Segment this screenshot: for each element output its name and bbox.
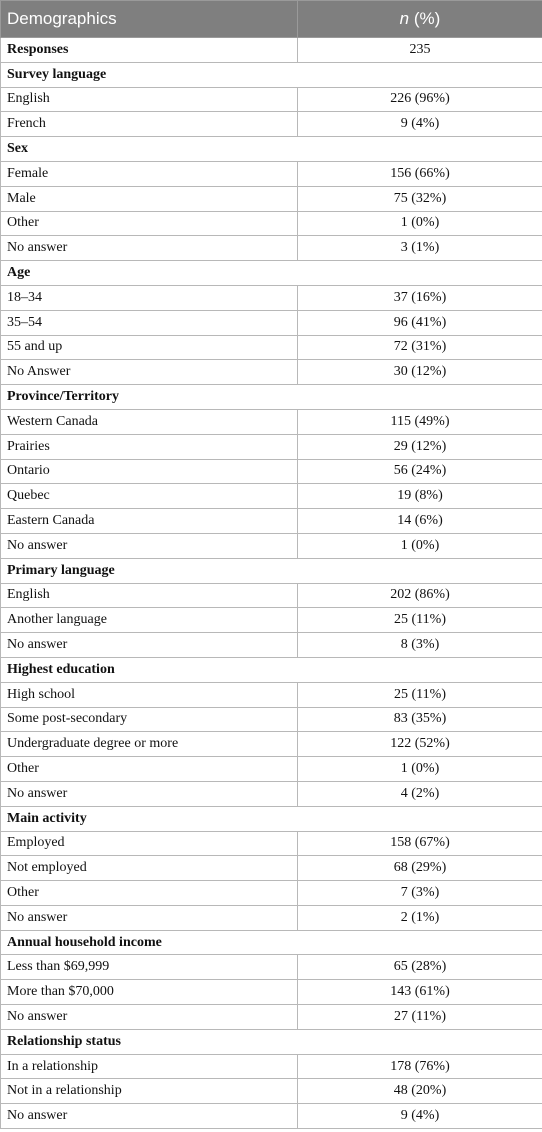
- table-row: [1, 434, 542, 459]
- header-demographics: Demographics: [1, 1, 298, 38]
- table-row: [1, 682, 542, 707]
- row-label: 18–34: [1, 285, 298, 310]
- row-label: 55 and up: [1, 335, 298, 360]
- row-value: 19 (8%): [298, 484, 542, 509]
- row-value: 158 (67%): [298, 831, 542, 856]
- row-value: 68 (29%): [298, 856, 542, 881]
- row-value: 56 (24%): [298, 459, 542, 484]
- section-header-row: [1, 261, 542, 286]
- row-value: 9 (4%): [298, 1104, 542, 1129]
- responses-row: [1, 38, 542, 63]
- table-row: [1, 1104, 542, 1129]
- table-row: [1, 236, 542, 261]
- row-label: Western Canada: [1, 409, 298, 434]
- header-percent-label: (%): [409, 9, 441, 28]
- row-value: 122 (52%): [298, 732, 542, 757]
- table-row: [1, 583, 542, 608]
- table-row: [1, 112, 542, 137]
- row-value: 2 (1%): [298, 905, 542, 930]
- row-value: 3 (1%): [298, 236, 542, 261]
- row-value: 25 (11%): [298, 682, 542, 707]
- table-row: [1, 360, 542, 385]
- table-row: [1, 161, 542, 186]
- section-header-row: [1, 1029, 542, 1054]
- row-label: Prairies: [1, 434, 298, 459]
- table-row: [1, 484, 542, 509]
- row-value: 75 (32%): [298, 186, 542, 211]
- table-row: [1, 732, 542, 757]
- table-row: [1, 1005, 542, 1030]
- row-label: Female: [1, 161, 298, 186]
- row-value: 178 (76%): [298, 1054, 542, 1079]
- header-n-percent: [298, 1, 542, 38]
- row-value: 14 (6%): [298, 509, 542, 534]
- row-value: 115 (49%): [298, 409, 542, 434]
- section-header-row: [1, 558, 542, 583]
- table-row: [1, 186, 542, 211]
- section-header-row: [1, 385, 542, 410]
- table-row: [1, 335, 542, 360]
- row-label: More than $70,000: [1, 980, 298, 1005]
- section-title: Survey language: [1, 62, 542, 87]
- row-value: 83 (35%): [298, 707, 542, 732]
- row-value: 37 (16%): [298, 285, 542, 310]
- table-row: [1, 856, 542, 881]
- table-body: [1, 38, 542, 1129]
- row-label: In a relationship: [1, 1054, 298, 1079]
- row-value: 29 (12%): [298, 434, 542, 459]
- row-label: Other: [1, 757, 298, 782]
- table-row: [1, 781, 542, 806]
- section-title: Sex: [1, 137, 542, 162]
- table-row: [1, 707, 542, 732]
- table-row: [1, 1054, 542, 1079]
- section-title: Primary language: [1, 558, 542, 583]
- row-value: 8 (3%): [298, 633, 542, 658]
- row-value: 27 (11%): [298, 1005, 542, 1030]
- row-label: No answer: [1, 781, 298, 806]
- row-label: Employed: [1, 831, 298, 856]
- table-row: [1, 633, 542, 658]
- row-label: Not in a relationship: [1, 1079, 298, 1104]
- row-value: 1 (0%): [298, 757, 542, 782]
- row-label: No answer: [1, 236, 298, 261]
- row-value: 30 (12%): [298, 360, 542, 385]
- table-row: [1, 955, 542, 980]
- row-label: Male: [1, 186, 298, 211]
- row-value: 65 (28%): [298, 955, 542, 980]
- row-label: No answer: [1, 533, 298, 558]
- row-label: English: [1, 87, 298, 112]
- row-value: 7 (3%): [298, 881, 542, 906]
- row-label: No answer: [1, 905, 298, 930]
- table-row: [1, 509, 542, 534]
- row-label: 35–54: [1, 310, 298, 335]
- row-value: 1 (0%): [298, 533, 542, 558]
- row-label: Some post-secondary: [1, 707, 298, 732]
- table-row: [1, 1079, 542, 1104]
- row-label: High school: [1, 682, 298, 707]
- row-value: 48 (20%): [298, 1079, 542, 1104]
- row-label: Eastern Canada: [1, 509, 298, 534]
- section-header-row: [1, 62, 542, 87]
- row-value: 4 (2%): [298, 781, 542, 806]
- row-label: Ontario: [1, 459, 298, 484]
- row-value: 202 (86%): [298, 583, 542, 608]
- row-value: 9 (4%): [298, 112, 542, 137]
- row-label: Quebec: [1, 484, 298, 509]
- row-label: Not employed: [1, 856, 298, 881]
- row-label: French: [1, 112, 298, 137]
- responses-value: 235: [298, 38, 542, 63]
- section-title: Annual household income: [1, 930, 542, 955]
- table-row: [1, 881, 542, 906]
- row-label: Other: [1, 211, 298, 236]
- row-label: No Answer: [1, 360, 298, 385]
- table-row: [1, 533, 542, 558]
- row-value: 1 (0%): [298, 211, 542, 236]
- row-label: Another language: [1, 608, 298, 633]
- section-title: Age: [1, 261, 542, 286]
- row-value: 143 (61%): [298, 980, 542, 1005]
- row-label: Undergraduate degree or more: [1, 732, 298, 757]
- table-row: [1, 459, 542, 484]
- row-value: 25 (11%): [298, 608, 542, 633]
- header-n-symbol: n: [399, 9, 410, 28]
- row-value: 96 (41%): [298, 310, 542, 335]
- table-row: [1, 87, 542, 112]
- section-header-row: [1, 137, 542, 162]
- responses-label: Responses: [1, 38, 298, 63]
- section-title: Province/Territory: [1, 385, 542, 410]
- section-header-row: [1, 930, 542, 955]
- section-title: Highest education: [1, 657, 542, 682]
- row-value: 72 (31%): [298, 335, 542, 360]
- table-row: [1, 409, 542, 434]
- section-title: Relationship status: [1, 1029, 542, 1054]
- row-label: Less than $69,999: [1, 955, 298, 980]
- table-row: [1, 608, 542, 633]
- row-label: English: [1, 583, 298, 608]
- table-header: [1, 1, 542, 38]
- table-row: [1, 310, 542, 335]
- row-label: No answer: [1, 633, 298, 658]
- section-header-row: [1, 657, 542, 682]
- table-row: [1, 831, 542, 856]
- section-title: Main activity: [1, 806, 542, 831]
- section-header-row: [1, 806, 542, 831]
- table-row: [1, 211, 542, 236]
- table-row: [1, 757, 542, 782]
- row-label: Other: [1, 881, 298, 906]
- row-value: 226 (96%): [298, 87, 542, 112]
- table-row: [1, 285, 542, 310]
- header-row: [1, 1, 542, 38]
- row-value: 156 (66%): [298, 161, 542, 186]
- row-label: No answer: [1, 1104, 298, 1129]
- table-row: [1, 980, 542, 1005]
- table-row: [1, 905, 542, 930]
- row-label: No answer: [1, 1005, 298, 1030]
